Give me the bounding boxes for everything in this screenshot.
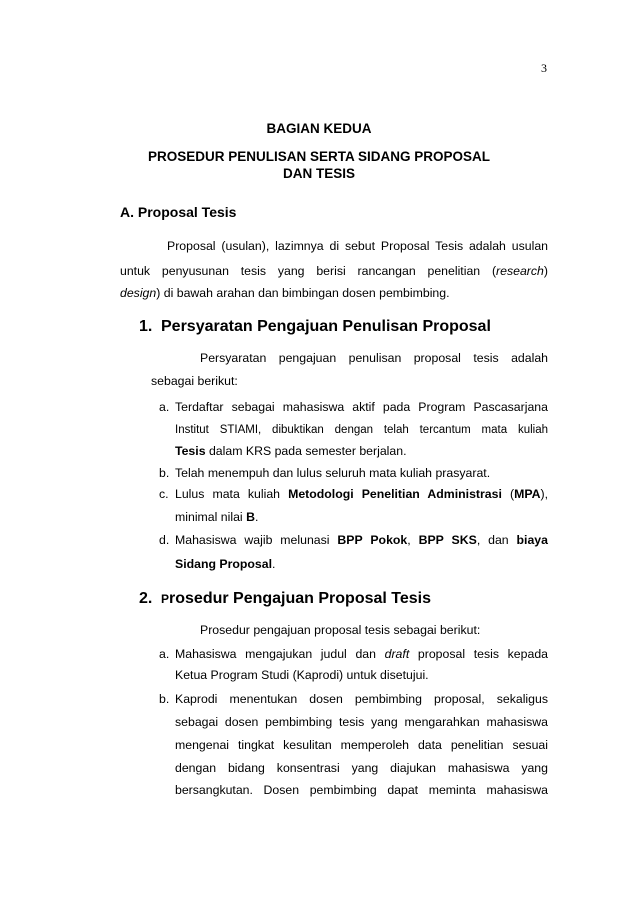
list-item-line: Ketua Program Studi (Kaprodi) untuk disetujui. (175, 668, 429, 682)
list-item-line: Mahasiswa mengajukan judul dan draft proposal tesis kepada (175, 647, 548, 661)
section-a-heading: A. Proposal Tesis (120, 204, 237, 220)
subsection-number: 2. (139, 590, 153, 607)
subsection-1-heading (139, 318, 491, 336)
subsection-2-heading (139, 590, 431, 608)
list-item-line: Tesis dalam KRS pada semester berjalan. (175, 444, 407, 458)
list-item-line: minimal nilai B. (175, 510, 259, 524)
list-item-line: mengenai tingkat kesulitan memperoleh data penelitian sesuai (175, 738, 548, 752)
page-number: 3 (541, 61, 547, 75)
list-marker: a. (159, 647, 170, 661)
list-item-line: Kaprodi menentukan dosen pembimbing proposal, sekaligus (175, 692, 548, 706)
chapter-title-line2: DAN TESIS (282, 166, 355, 181)
list-marker: b. (159, 466, 170, 480)
subsection-title: Prosedur Pengajuan Proposal Tesis (161, 590, 432, 607)
list-item-line: sebagai dosen pembimbing tesis yang mengarahkan mahasiswa (175, 715, 548, 729)
part-heading: BAGIAN KEDUA (266, 121, 372, 136)
subsection-title: Persyaratan Pengajuan Penulisan Proposal (161, 318, 491, 335)
list-item-line: Lulus mata kuliah Metodologi Penelitian Administrasi (MPA), (175, 487, 549, 501)
section-a-para-line: untuk penyusunan tesis yang berisi rancangan penelitian (research) (120, 264, 548, 278)
section-a-para-line: design) di bawah arahan dan bimbingan dosen pembimbing. (120, 286, 450, 300)
list-item-line: bersangkutan. Dosen pembimbing dapat meminta mahasiswa (175, 783, 548, 797)
list-marker: d. (159, 533, 170, 547)
chapter-title-line1: PROSEDUR PENULISAN SERTA SIDANG PROPOSAL (147, 149, 491, 164)
list-item-line: Telah menempuh dan lulus seluruh mata kuliah prasyarat. (175, 466, 491, 480)
sub2-intro-line: Prosedur pengajuan proposal tesis sebagai berikut: (200, 623, 481, 637)
list-marker: c. (159, 487, 169, 501)
sub1-intro-line: Persyaratan pengajuan penulisan proposal tesis adalah (200, 351, 548, 365)
sub1-intro-line: sebagai berikut: (151, 374, 238, 388)
list-marker: a. (159, 400, 170, 414)
list-item-line: Terdaftar sebagai mahasiswa aktif pada Program Pascasarjana (175, 400, 548, 414)
section-a-para-line: Proposal (usulan), lazimnya di sebut Proposal Tesis adalah usulan (167, 239, 548, 253)
list-item-line: Mahasiswa wajib melunasi BPP Pokok, BPP SKS, dan biaya (175, 533, 548, 547)
list-item-line: Sidang Proposal. (175, 557, 276, 571)
list-marker: b. (159, 692, 170, 706)
subsection-number: 1. (139, 318, 153, 335)
list-item-line: dengan bidang konsentrasi yang diajukan mahasiswa yang (175, 761, 548, 775)
list-item-line: Institut STIAMI, dibuktikan dengan telah tercantum mata kuliah (175, 424, 548, 436)
